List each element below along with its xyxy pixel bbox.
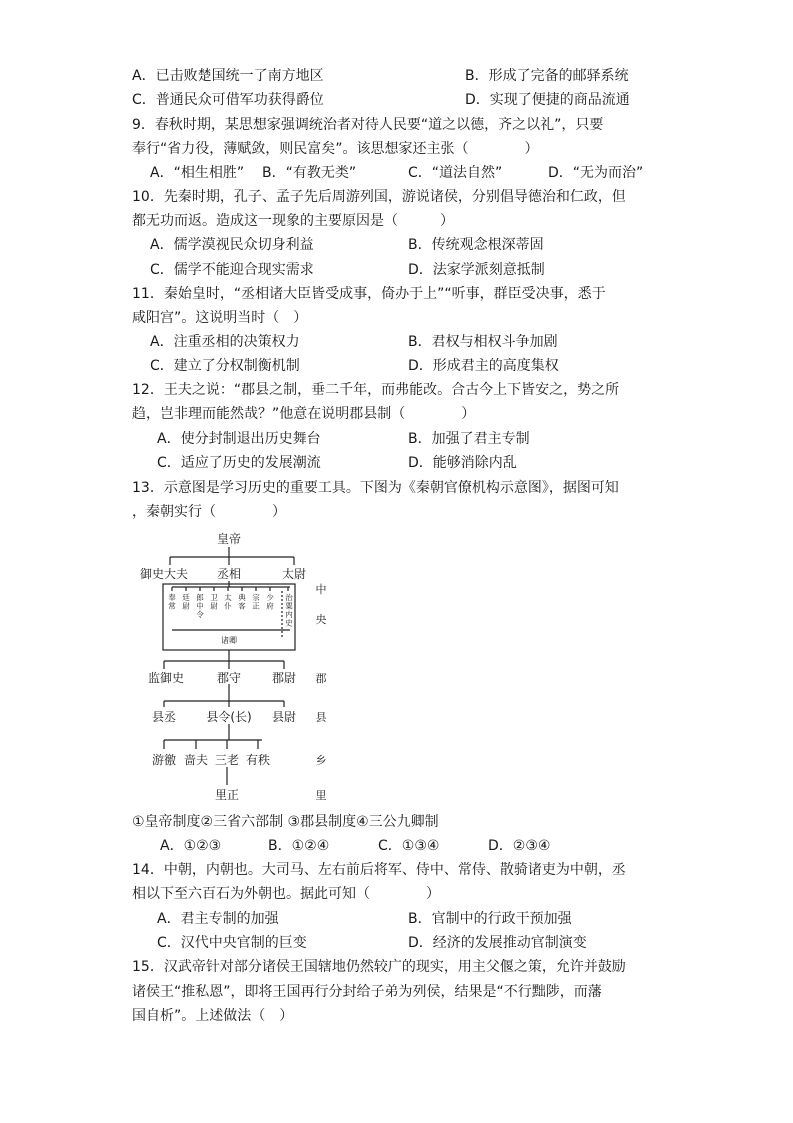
q9-option-c: C．“道法自然” [408,165,503,181]
diagram-emperor: 皇帝 [216,532,242,546]
diagram-minister-3: 卫尉 [210,593,218,611]
q10-stem-line1: 10．先秦时期，孔子、孟子先后周游列国，游说诸侯，分别倡导德治和仁政，但 [132,189,626,205]
q13-stem-line2: ，秦朝实行（ ） [132,504,286,520]
diagram-junwei: 郡尉 [271,671,297,685]
diagram-youzhi: 有秩 [245,753,271,767]
diagram-minister-1: 廷尉 [182,593,190,611]
q11-option-d: D．形成君主的高度集权 [408,358,559,374]
diagram-xianwei: 县尉 [271,710,297,724]
q15-stem-line1: 15．汉武帝针对部分诸侯王国辖地仍然较广的现实，用主父偃之策，允许并鼓励 [132,959,626,975]
q8-option-b: B．形成了完备的邮驿系统 [465,68,629,84]
diagram-chengxiang: 丞相 [216,567,242,581]
q11-stem-line2: 咸阳宫”。这说明当时（ ） [132,310,308,326]
q10-option-c: C．儒学不能迎合现实需求 [150,262,314,278]
diagram-minister-8: 治粟内史 [285,593,293,628]
diagram-youjiao: 游徼 [151,753,177,767]
q13-option-d: D．②③④ [488,838,551,854]
level-label-xiang: 乡 [315,754,327,767]
q9-option-a: A．“相生相胜” [150,165,245,181]
q12-option-b: B．加强了君主专制 [408,431,530,447]
diagram-junshou: 郡守 [216,671,242,685]
diagram-minister-2: 郎中令 [196,593,204,619]
q10-option-b: B．传统观念根深蒂固 [408,237,544,253]
level-label-zhong: 中 [315,583,327,596]
q12-stem-line2: 趋，岂非理而能然哉？”他意在说明郡县制（ ） [132,406,476,422]
q13-items: ①皇帝制度②三省六部制 ③郡县制度④三公九卿制 [132,814,439,830]
q12-option-a: A．使分封制退出历史舞台 [157,431,321,447]
level-label-yang: 央 [315,613,327,626]
q14-stem-line1: 14．中朝，内朝也。大司马、左右前后将军、侍中、常侍、散骑诸吏为中朝，丞 [132,862,626,878]
level-label-jun: 郡 [315,672,327,685]
qin-bureaucracy-diagram [134,527,334,810]
q11-stem-line1: 11．秦始皇时，“丞相诸大臣皆受成事，倚办于上”“听事，群臣受决事，悉于 [132,286,606,302]
q8-option-a: A．已击败楚国统一了南方地区 [132,68,324,84]
q13-option-a: A．①②③ [160,838,222,854]
q14-option-b: B．官制中的行政干预加强 [408,911,572,927]
q12-option-c: C．适应了历史的发展潮流 [157,455,321,471]
q8-option-d: D．实现了便捷的商品流通 [465,92,630,108]
q14-stem-line2: 相以下至六百石为外朝也。据此可知（ ） [132,886,440,902]
diagram-minister-0: 奉常 [168,593,176,611]
q9-option-d: D．“无为而治” [548,165,644,181]
diagram-yushi-dafu: 御史大夫 [139,567,189,581]
diagram-lizheng: 里正 [214,788,240,802]
q14-option-c: C．汉代中央官制的巨变 [157,935,307,951]
q11-option-b: B．君权与相权斗争加剧 [408,334,558,350]
q12-option-d: D．能够消除内乱 [408,455,517,471]
diagram-minister-4: 太仆 [224,593,232,611]
q15-stem-line3: 国自析”。上述做法（ ） [132,1008,294,1024]
level-label-xian: 县 [315,711,327,724]
q10-stem-line2: 都无功而返。造成这一现象的主要原因是（ ） [132,213,454,229]
level-label-li: 里 [315,789,327,802]
diagram-minister-6: 宗正 [252,593,260,611]
diagram-minister-7: 少府 [266,593,274,611]
diagram-zhuqing: 诸卿 [221,636,237,645]
q14-option-a: A．君主专制的加强 [157,911,279,927]
q14-option-d: D．经济的发展推动官制演变 [408,935,587,951]
diagram-minister-5: 典客 [238,593,246,611]
q13-option-c: C．①③④ [378,838,440,854]
q8-option-c: C．普通民众可借军功获得爵位 [132,92,324,108]
q15-stem-line2: 诸侯王“推私恩”，即将王国再行分封给子弟为列侯，结果是“不行黜陟，而藩 [132,984,602,1000]
q13-stem-line1: 13．示意图是学习历史的重要工具。下图为《秦朝官僚机构示意图》，据图可知 [132,480,619,496]
diagram-sefu: 啬夫 [183,753,209,767]
diagram-jianyushi: 监御史 [147,671,185,685]
diagram-taiwei: 太尉 [281,567,307,581]
diagram-sanlao: 三老 [214,753,240,767]
q11-option-a: A．注重丞相的决策权力 [150,334,300,350]
q13-option-b: B．①②④ [268,838,330,854]
q9-stem-line2: 奉行“省力役，薄赋敛，则民富矣”。该思想家还主张（ ） [132,141,539,157]
diagram-xiancheng: 县丞 [151,710,177,724]
q9-stem-line1: 9．春秋时期，某思想家强调统治者对待人民要“道之以德，齐之以礼”，只要 [132,117,604,133]
q10-option-a: A．儒学漠视民众切身利益 [150,237,314,253]
diagram-xianling: 县令(长) [206,710,252,724]
q12-stem-line1: 12．王夫之说：“郡县之制，垂二千年，而弗能改。合古今上下皆安之，势之所 [132,382,620,398]
q10-option-d: D．法家学派刻意抵制 [408,262,545,278]
q9-option-b: B．“有教无类” [262,165,357,181]
q11-option-c: C．建立了分权制衡机制 [150,358,300,374]
